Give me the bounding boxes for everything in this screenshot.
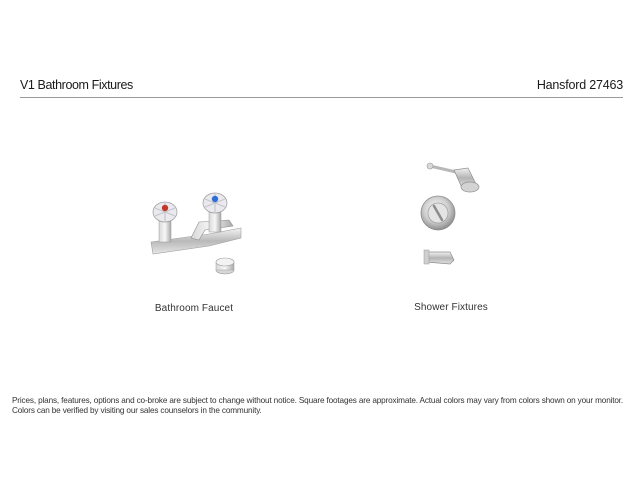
page-header: [20, 77, 623, 98]
disclaimer-text: Prices, plans, features, options and co-broke are subject to change without notice. Square footages are approximate. Actual colors may vary from colors shown on your monitor. Colors can be verified by visiting our sales counselors in the community.: [12, 396, 624, 415]
bathroom-faucet-label: Bathroom Faucet: [154, 303, 234, 314]
community-name: Hansford 27463: [536, 78, 623, 92]
shower-fixtures-icon: [406, 158, 496, 273]
shower-fixtures-card: [361, 158, 541, 313]
bathroom-faucet-card: [104, 190, 284, 314]
bathroom-faucet-icon: [139, 190, 249, 285]
page-title: V1 Bathroom Fixtures: [20, 78, 133, 92]
shower-fixtures-label: Shower Fixtures: [414, 302, 488, 313]
